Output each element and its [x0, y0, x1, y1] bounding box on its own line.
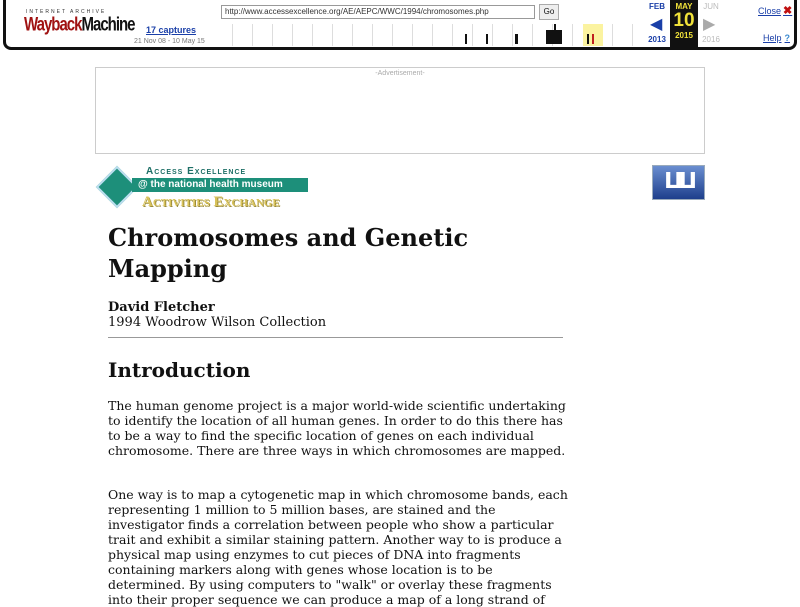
captures-range: 21 Nov 08 - 10 May 15	[134, 38, 205, 45]
capture-bar	[515, 34, 518, 44]
capture-bar	[554, 24, 556, 44]
wayback-toolbar	[3, 0, 797, 50]
capture-bar	[486, 34, 488, 44]
prev-month[interactable]: FEB	[649, 2, 665, 11]
close-icon[interactable]: ✖	[783, 5, 793, 17]
current-day: 10	[673, 10, 695, 31]
paragraph-mapping: One way is to map a cytogenetic map in which chromosome bands, each representing 1 million to 5 million bases, are stained and the investigator finds a correlation between people who show a particular trait and exhibit a similar staining pattern. Another way to is produce a physical map using enzymes to cut pieces of DNA into fragments containing markers along with genes whose location is to be determined. By using computers to "walk" or overlay these fragments into their proper sequence we can produce a map of a long strand of	[108, 487, 568, 607]
current-month: MAY	[675, 2, 693, 11]
close-label: Close	[758, 6, 782, 16]
capture-bar	[587, 34, 589, 44]
go-button[interactable]: Go	[539, 4, 559, 20]
logo-line3: Activities Exchange	[142, 194, 280, 210]
logo-line2: @ the national health museum	[132, 178, 308, 192]
current-year: 2015	[675, 31, 693, 40]
help-label: Help	[763, 33, 782, 43]
divider	[108, 337, 563, 338]
help-link[interactable]	[763, 33, 790, 43]
author-name: David Fletcher	[108, 300, 215, 315]
next-year: 2016	[702, 35, 720, 44]
logo-line1: Access Excellence	[146, 166, 247, 177]
logo-text-a: Wayback	[24, 13, 82, 36]
capture-sparkline[interactable]	[213, 24, 643, 46]
help-icon[interactable]: ?	[784, 33, 791, 43]
capture-bar	[465, 34, 467, 44]
prev-arrow-icon[interactable]: ◀	[650, 16, 663, 33]
wayback-logo[interactable]	[24, 13, 135, 35]
next-month: JUN	[703, 2, 719, 11]
capture-bar	[592, 34, 594, 44]
paragraph-intro: The human genome project is a major world-wide scientific undertaking to identify the location of all human genes. In order to do this there has to be a way to find the specific location of genes on each individual chromosome. There are three ways in which chromosomes are mapped.	[108, 398, 566, 458]
author-block	[108, 300, 326, 330]
url-input[interactable]: http://www.accessexcellence.org/AE/AEPC/WWC/1994/chromosomes.php	[221, 5, 535, 19]
collection-name: 1994 Woodrow Wilson Collection	[108, 315, 327, 330]
section-heading: Introduction	[108, 358, 251, 382]
access-excellence-logo[interactable]	[98, 164, 310, 218]
internet-archive-label: INTERNET ARCHIVE	[26, 9, 107, 15]
captures-link[interactable]: 17 captures	[146, 25, 197, 35]
prev-year[interactable]: 2013	[648, 35, 666, 44]
current-date	[670, 0, 698, 47]
logo-text-b: Machine	[81, 13, 135, 36]
next-arrow-icon: ▶	[703, 16, 716, 33]
close-link[interactable]	[758, 4, 792, 17]
ad-label: -Advertisement-	[375, 70, 425, 77]
page-title: Chromosomes and Genetic Mapping	[108, 223, 469, 283]
ww-collection-icon[interactable]: ⵡⵡ	[652, 165, 705, 200]
advertisement-box	[95, 67, 705, 154]
